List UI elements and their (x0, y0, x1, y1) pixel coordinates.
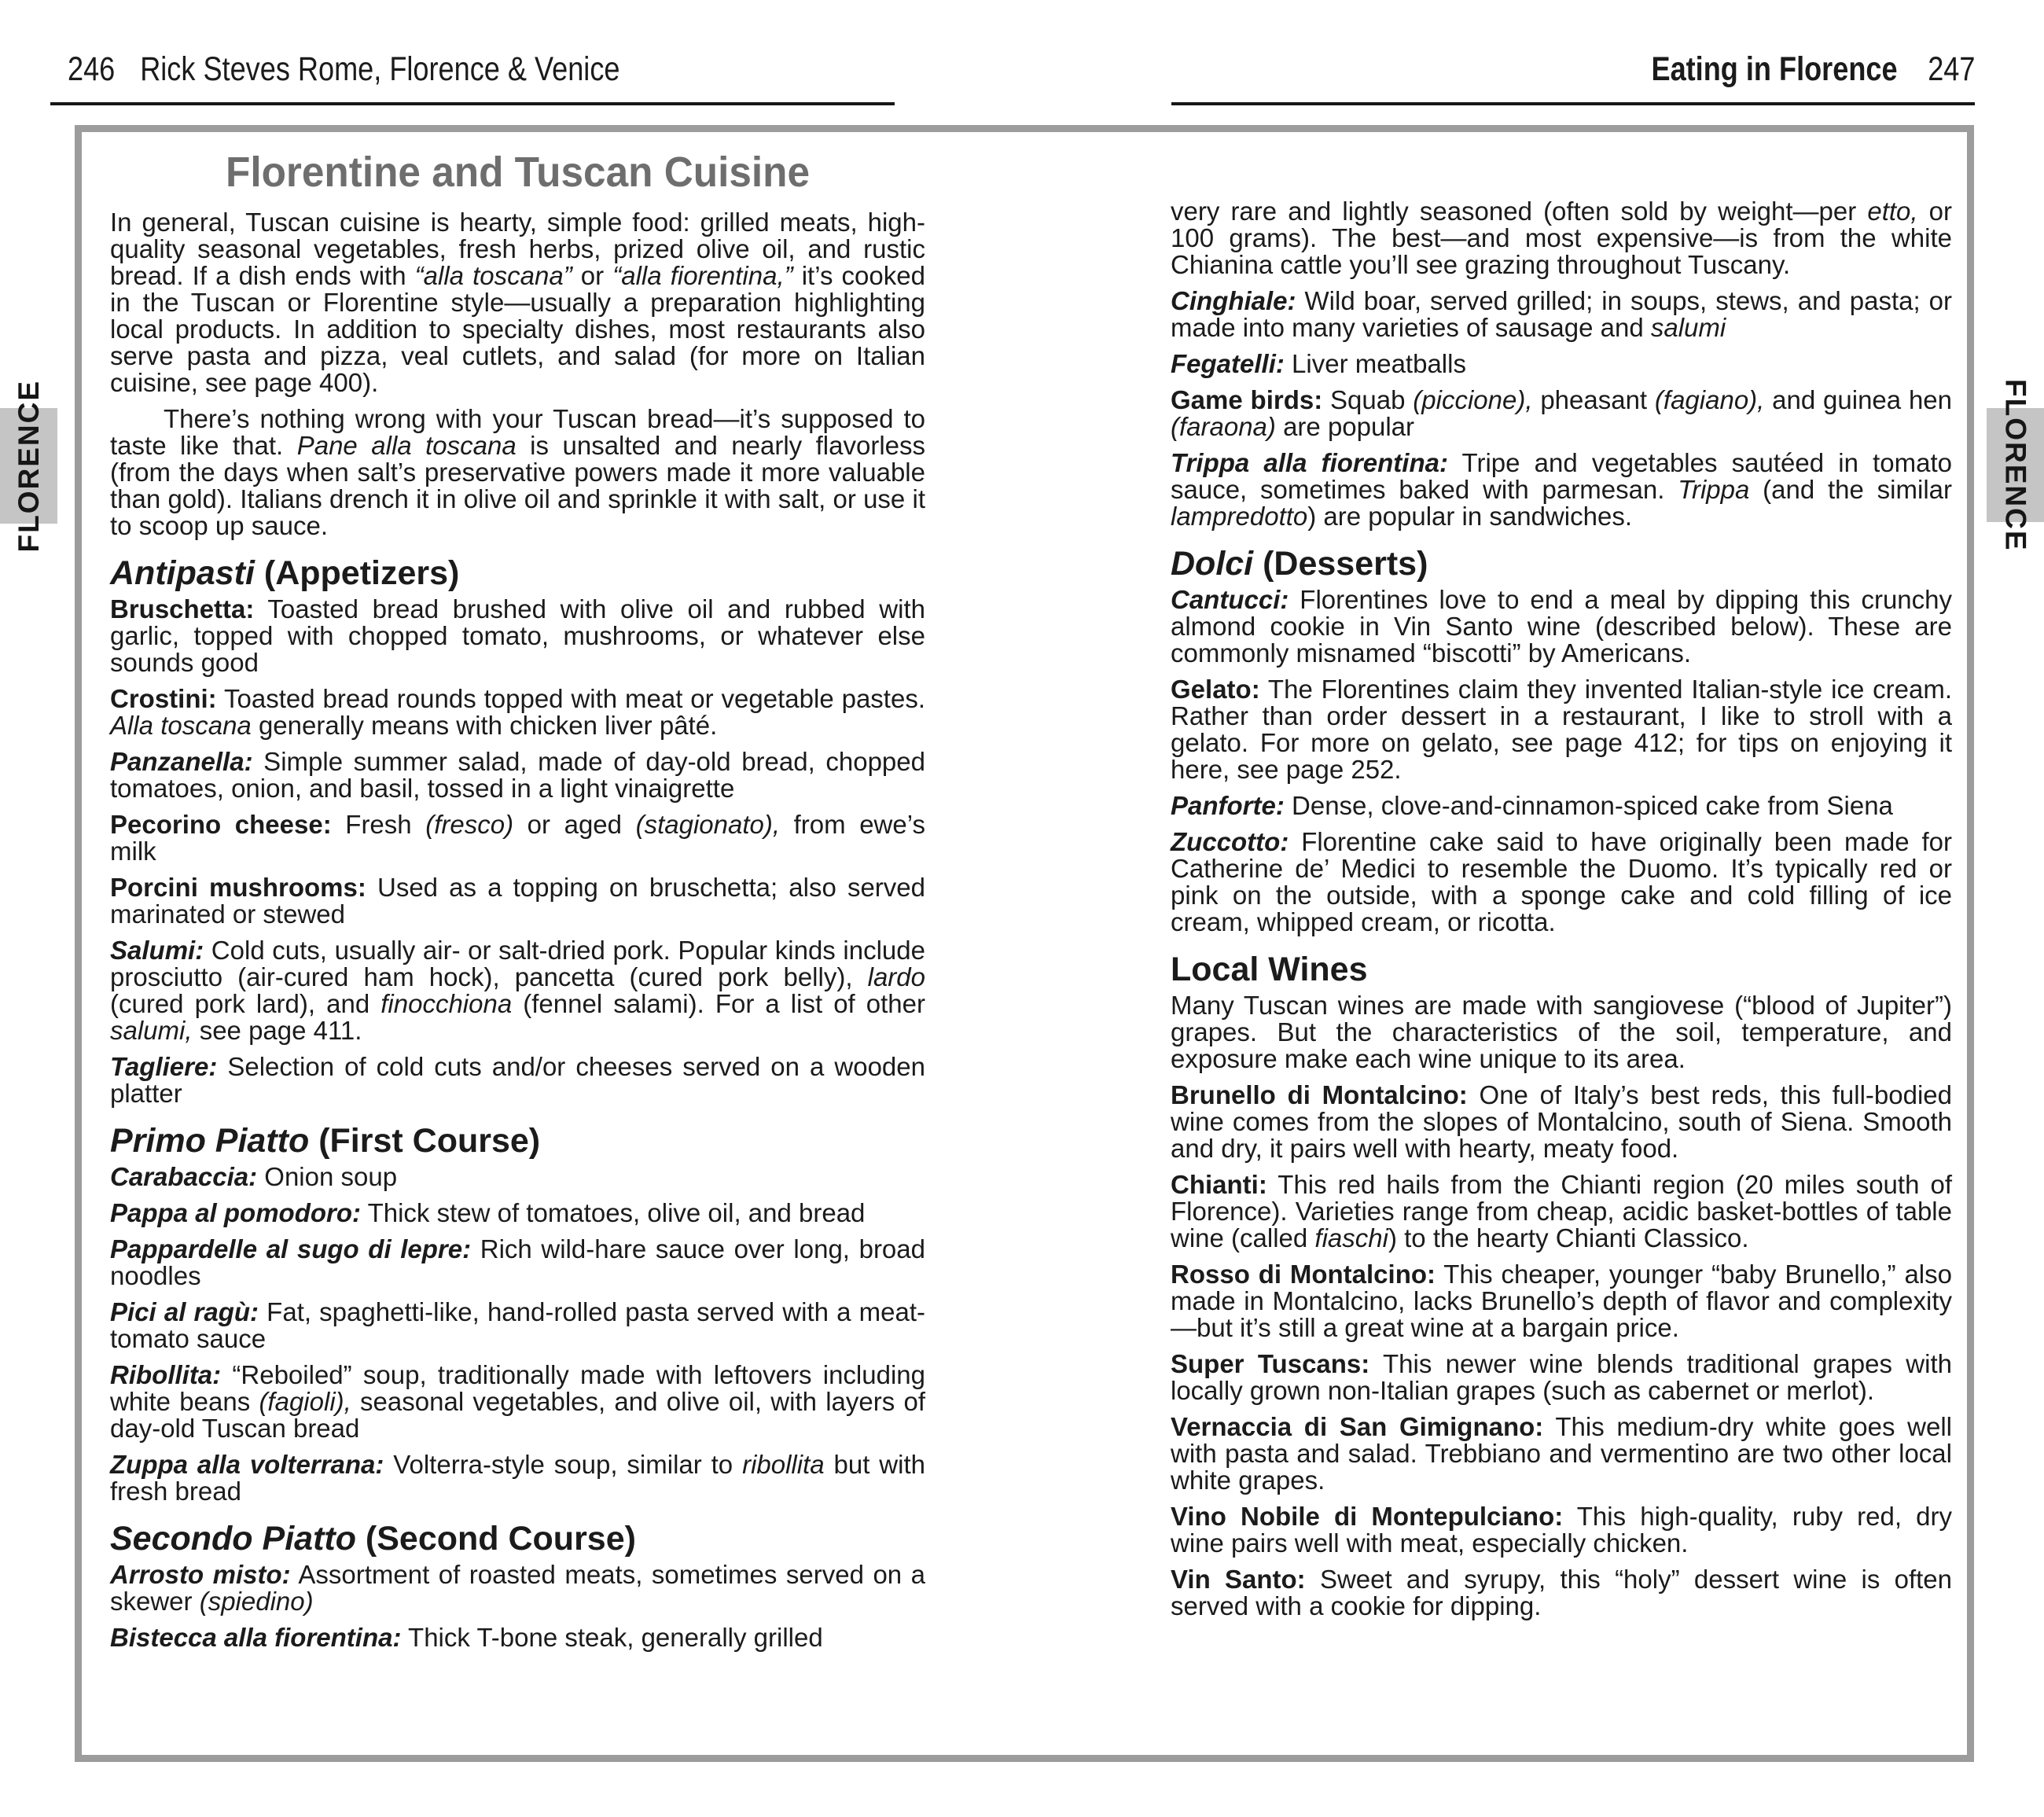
menu-entry (1171, 587, 1952, 667)
text-run: Salumi: (110, 936, 204, 965)
text-run: Simple summer salad, made of day-old bread, chopped tomatoes, onion, and basil, tossed in a light vinaigrette (110, 747, 925, 803)
text-run: (Second Course) (355, 1520, 636, 1558)
right-text-column (1171, 198, 1952, 1629)
menu-entry (110, 1164, 925, 1190)
text-run: Onion soup (257, 1162, 398, 1191)
text-run: fiaschi (1314, 1223, 1388, 1252)
text-run: Zuccotto: (1171, 827, 1289, 856)
side-tab-florence-right (1987, 378, 2044, 552)
right-column-blocks (1171, 198, 1952, 1620)
text-run: (spiedino) (199, 1587, 314, 1616)
text-run: Fresh (331, 810, 426, 839)
text-run: Dolci (1171, 545, 1254, 583)
text-run: Toasted bread rounds topped with meat or vegetable pastes. (216, 684, 925, 713)
menu-entry (110, 874, 925, 928)
text-run: Fegatelli: (1171, 349, 1285, 378)
menu-entry (110, 596, 925, 676)
menu-entry (110, 1451, 925, 1505)
text-run: Toasted bread brushed with olive oil and rubbed with garlic, topped with chopped tomato, mushrooms, or whatever else sounds good (110, 594, 925, 677)
text-run: (cured pork lard), and (110, 989, 381, 1018)
text-run: Cold cuts, usually air- or salt-dried pork. Popular kinds include prosciutto (air-cured ham hock), pancetta (cured pork belly), (110, 936, 925, 991)
text-run: This high-quality, ruby red, dry wine pairs well with meat, especially chicken. (1171, 1502, 1952, 1558)
text-run: Zuppa alla volterrana: (110, 1450, 384, 1479)
left-running-header (68, 50, 619, 88)
menu-entry (1171, 1414, 1952, 1494)
text-run: Liver meatballs (1284, 349, 1466, 378)
text-run: Game birds: (1171, 385, 1323, 414)
text-run: Volterra-style soup, similar to (384, 1450, 743, 1479)
menu-entry (1171, 288, 1952, 341)
side-tab-label: FLORENCE (1999, 378, 2032, 552)
text-run: (Appetizers) (254, 554, 460, 592)
text-run: Tagliere: (110, 1052, 218, 1081)
menu-entry (110, 811, 925, 865)
text-run: Panzanella: (110, 747, 253, 776)
text-run: (fennel salami). For a list of other (512, 989, 925, 1018)
paragraph (1171, 992, 1952, 1072)
text-run: Fat, spaghetti-like, hand-rolled pasta served with a meat-tomato sauce (110, 1297, 925, 1353)
text-run: Porcini mushrooms: (110, 873, 366, 902)
text-run: (faraona) (1171, 412, 1276, 441)
text-run: Antipasti (110, 554, 255, 592)
text-run: In general, Tuscan cuisine is hearty, simple food: grilled meats, high-quality seasonal vegetables, fresh herbs, prized olive oil, and rustic bread. If a dish ends with (110, 208, 925, 290)
text-run: ) to the hearty Chianti Classico. (1388, 1223, 1749, 1252)
text-run: etto, (1867, 197, 1918, 226)
menu-entry (1171, 1171, 1952, 1252)
menu-entry (1171, 351, 1952, 377)
text-run: Rich wild-hare sauce over long, broad noodles (110, 1234, 925, 1290)
text-run: Ribollita: (110, 1360, 222, 1389)
text-run: Cantucci: (1171, 585, 1289, 614)
text-run: This newer wine blends traditional grapes with locally grown non-Italian grapes (such as cabernet or merlot). (1171, 1349, 1952, 1405)
text-run: Trippa (1678, 475, 1750, 504)
text-run: “alla toscana” (414, 261, 572, 290)
text-run: Vino Nobile di Montepulciano: (1171, 1502, 1564, 1531)
text-run: Pappa al pomodoro: (110, 1198, 362, 1227)
text-run: very rare and lightly seasoned (often sold by weight—per (1171, 197, 1868, 226)
section-heading (1171, 951, 1952, 988)
menu-entry (110, 1362, 925, 1442)
menu-entry (1171, 1082, 1952, 1162)
text-run: Sweet and syrupy, this “holy” dessert wine is often served with a cookie for dipping. (1171, 1565, 1952, 1620)
text-run: from ewe’s milk (110, 810, 925, 866)
left-header-rule (50, 102, 895, 105)
text-run: Florentine cake said to have originally been made for Catherine de’ Medici to resemble the Duomo. It’s typically red or pink on the outside, with a sponge cake and cold filling of ice cream, whipped cream, or ricotta. (1171, 827, 1952, 936)
left-column-blocks (110, 209, 925, 1651)
section-heading (110, 1123, 925, 1159)
text-run: “alla fiorentina,” (612, 261, 793, 290)
menu-entry (110, 1236, 925, 1289)
menu-entry (110, 937, 925, 1044)
text-run: Crostini: (110, 684, 217, 713)
side-tab-label: FLORENCE (12, 379, 45, 553)
menu-entry (110, 1561, 925, 1615)
text-run: ) are popular in sandwiches. (1307, 502, 1632, 531)
left-page-number: 246 (68, 50, 116, 88)
text-run: generally means with chicken liver pâté. (251, 711, 718, 740)
text-run: lardo (867, 962, 925, 991)
text-run: Pappardelle al sugo di lepre: (110, 1234, 472, 1263)
section-heading (1171, 546, 1952, 582)
text-run: but with fresh bread (110, 1450, 925, 1506)
text-run: Thick stew of tomatoes, olive oil, and bread (361, 1198, 866, 1227)
right-header-title: Eating in Florence (1650, 50, 1898, 88)
text-run: or 100 grams). The best—and most expensive—is from the white Chianina cattle you’ll see grazing throughout Tuscany. (1171, 197, 1953, 279)
text-run: One of Italy’s best reds, this full-bodied wine comes from the slopes of Montalcino, south of Siena. Smooth and dry, it pairs well with hearty, meaty food. (1171, 1080, 1952, 1163)
text-run: Many Tuscan wines are made with sangiovese (“blood of Jupiter”) grapes. But the characteristics of the soil, temperature, and exposure make each wine unique to its area. (1171, 991, 1952, 1073)
text-run: (and the similar (1749, 475, 1952, 504)
menu-entry (110, 1624, 925, 1651)
text-run: (First Course) (309, 1122, 541, 1160)
text-run: salumi (1650, 313, 1726, 342)
text-run: Squab (1322, 385, 1414, 414)
right-page-number: 247 (1927, 50, 1975, 88)
text-run: Vernaccia di San Gimignano: (1171, 1412, 1544, 1441)
text-run: (stagionato), (635, 810, 781, 839)
text-run: Brunello di Montalcino: (1171, 1080, 1468, 1109)
menu-entry (110, 1054, 925, 1107)
text-run: Cinghiale: (1171, 286, 1296, 315)
text-run: seasonal vegetables, and olive oil, with layers of day-old Tuscan bread (110, 1387, 925, 1443)
text-run: Selection of cold cuts and/or cheeses served on a wooden platter (110, 1052, 925, 1108)
text-run: This medium-dry white goes well with pasta and salad. Trebbiano and vermentino are two other local white grapes. (1171, 1412, 1952, 1495)
text-run: Pecorino cheese: (110, 810, 332, 839)
menu-entry (110, 1200, 925, 1227)
right-header-rule (1171, 102, 1975, 105)
text-run: Vin Santo: (1171, 1565, 1306, 1594)
text-run: Florentines love to end a meal by dipping this crunchy almond cookie in Vin Santo wine (described below). These are commonly misnamed “biscotti” by Americans. (1171, 585, 1952, 668)
text-run: Rosso di Montalcino: (1171, 1260, 1436, 1289)
text-run: Secondo Piatto (110, 1520, 356, 1558)
text-run: This cheaper, younger “baby Brunello,” also made in Montalcino, lacks Brunello’s depth of flavor and complexity—but it’s still a great wine at a bargain price. (1171, 1260, 1952, 1342)
menu-entry (1171, 1351, 1952, 1404)
text-run: pheasant (1532, 385, 1655, 414)
paragraph (110, 209, 925, 396)
menu-entry (1171, 829, 1952, 936)
right-running-header (1651, 50, 1975, 88)
left-header-title: Rick Steves Rome, Florence & Venice (140, 50, 620, 88)
menu-entry (110, 686, 925, 739)
side-tab-florence-left (0, 379, 57, 553)
text-run: Arrosto misto: (110, 1560, 291, 1589)
text-run: “Reboiled” soup, traditionally made with leftovers including white beans (110, 1360, 925, 1416)
text-run: Pici al ragù: (110, 1297, 259, 1326)
paragraph (1171, 198, 1952, 278)
text-run: Assortment of roasted meats, sometimes served on a skewer (110, 1560, 926, 1616)
menu-entry (110, 1299, 925, 1352)
text-run: Thick T-bone steak, generally grilled (401, 1623, 823, 1652)
text-run: The Florentines claim they invented Italian-style ice cream. Rather than order dessert in a restaurant, I like to stroll with a gelato. For more on gelato, see page 412; for tips on enjoying it here, see page 252. (1171, 675, 1952, 784)
menu-entry (110, 749, 925, 802)
text-run: are popular (1275, 412, 1415, 441)
text-run: Panforte: (1171, 791, 1285, 820)
text-run: Pane alla toscana (296, 431, 517, 460)
text-run: Gelato: (1171, 675, 1260, 704)
text-run: (piccione), (1413, 385, 1533, 414)
text-run: Tripe and vegetables sautéed in tomato sauce, sometimes baked with parmesan. (1171, 448, 1952, 504)
text-run: and guinea hen (1764, 385, 1952, 414)
text-run: it’s cooked in the Tuscan or Florentine style—usually a preparation highlighting local products. In addition to specialty dishes, most restaurants also serve pasta and pizza, veal cutlets, and salad (for more on Italian cuisine, see page 400). (110, 261, 925, 397)
text-run: is unsalted and nearly flavorless (from the days when salt’s preservative powers made it more valuable than gold). Italians drench it in olive oil and sprinkle it with salt, or use it to scoop up sauce. (110, 431, 926, 540)
menu-entry (1171, 676, 1952, 783)
menu-entry (1171, 387, 1952, 440)
text-run: Used as a topping on bruschetta; also served marinated or stewed (110, 873, 925, 929)
text-run: lampredotto (1171, 502, 1308, 531)
menu-entry (1171, 1566, 1952, 1620)
text-run: (fresco) (425, 810, 514, 839)
text-run: (Desserts) (1253, 545, 1428, 583)
text-run: (fagioli), (259, 1387, 351, 1416)
text-run: Trippa alla fiorentina: (1171, 448, 1448, 477)
section-heading (110, 555, 925, 591)
text-run: (fagiano), (1654, 385, 1765, 414)
text-run: or (572, 261, 613, 290)
text-run: finocchiona (380, 989, 513, 1018)
text-run: Bistecca alla fiorentina: (110, 1623, 402, 1652)
left-text-column (110, 149, 925, 1661)
text-run: Dense, clove-and-cinnamon-spiced cake from Siena (1284, 791, 1893, 820)
text-run: see page 411. (192, 1016, 362, 1045)
menu-entry (1171, 793, 1952, 819)
text-run: Alla toscana (110, 711, 252, 740)
text-run: Local Wines (1171, 951, 1368, 988)
text-run: Bruschetta: (110, 594, 255, 623)
text-run: Carabaccia: (110, 1162, 258, 1191)
menu-entry (1171, 450, 1952, 530)
text-run: salumi, (110, 1016, 193, 1045)
section-heading (110, 1521, 925, 1557)
menu-entry (1171, 1503, 1952, 1557)
paragraph (110, 406, 925, 539)
page-title: Florentine and Tuscan Cuisine (225, 149, 810, 196)
text-run: Super Tuscans: (1171, 1349, 1370, 1378)
text-run: ribollita (742, 1450, 825, 1479)
text-run: There’s nothing wrong with your Tuscan bread—it’s supposed to taste like that. (110, 404, 925, 460)
text-run: or aged (513, 810, 636, 839)
text-run: Chianti: (1171, 1170, 1267, 1199)
text-run: Primo Piatto (110, 1122, 310, 1160)
text-run: Wild boar, served grilled; in soups, stews, and pasta; or made into many varieties of sausage and (1171, 286, 1952, 342)
text-run: This red hails from the Chianti region (20 miles south of Florence). Varieties range from cheap, acidic basket-bottles of table wine (called (1171, 1170, 1952, 1252)
menu-entry (1171, 1261, 1952, 1341)
